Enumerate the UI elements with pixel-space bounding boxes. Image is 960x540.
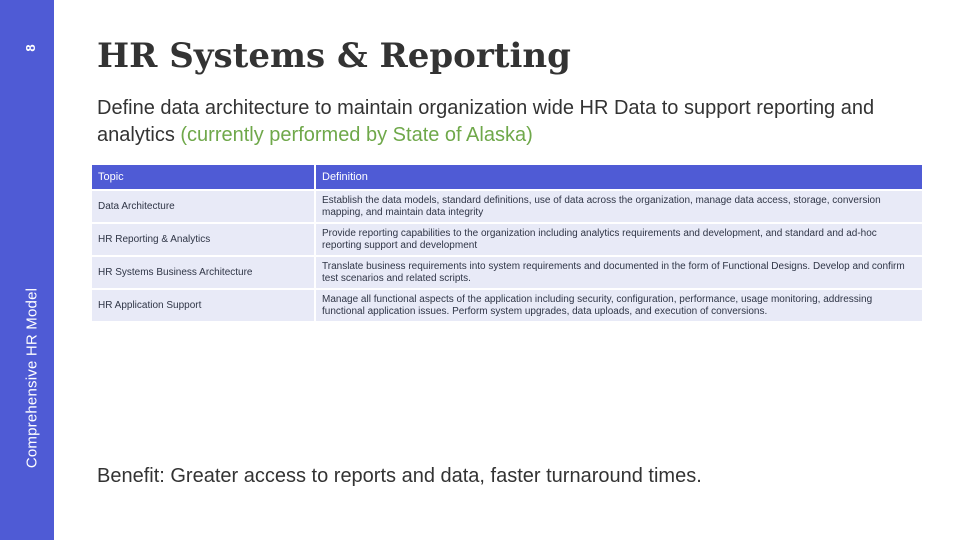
definition-cell: Translate business requirements into system requirements and documented in the form of Functional Designs. Develop and confirm test scenarios and related scripts. (316, 257, 922, 288)
topic-definition-table (90, 163, 924, 323)
topic-cell: HR Systems Business Architecture (92, 257, 314, 288)
topic-cell: HR Reporting & Analytics (92, 224, 314, 255)
topic-cell: Data Architecture (92, 191, 314, 222)
table-row (92, 224, 922, 255)
topic-cell: HR Application Support (92, 290, 314, 321)
definition-cell: Provide reporting capabilities to the organization including analytics requirements and development, and standard and ad-hoc reporting support and development (316, 224, 922, 255)
lead-text: Define data architecture to maintain organization wide HR Data to support reporting and analytics (97, 97, 875, 146)
section-title: Comprehensive HR Model (23, 287, 41, 469)
table-header-row (92, 165, 922, 189)
definition-cell: Manage all functional aspects of the application including security, configuration, performance, usage monitoring, addressing functional application issues. Perform system upgrades, data uploads, and execution of conversions. (316, 290, 922, 321)
table-row (92, 257, 922, 288)
table-row (92, 191, 922, 222)
slide-title: HR Systems & Reporting (97, 36, 571, 76)
lead-highlight: (currently performed by State of Alaska) (180, 124, 533, 146)
page-number: 8 (23, 44, 38, 52)
benefit-statement: Benefit: Greater access to reports and data, faster turnaround times. (97, 465, 702, 487)
header-definition: Definition (316, 165, 922, 189)
definition-cell: Establish the data models, standard definitions, use of data across the organization, manage data access, storage, conversion mapping, and maintain data integrity (316, 191, 922, 222)
lead-paragraph (97, 95, 897, 149)
side-bar (0, 0, 54, 540)
header-topic: Topic (92, 165, 314, 189)
table-row (92, 290, 922, 321)
